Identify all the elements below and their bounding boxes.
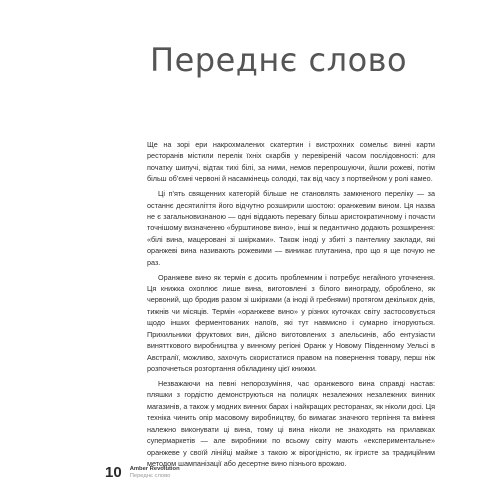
page-footer — [105, 461, 180, 485]
running-head-book-title: Amber Revolution — [129, 466, 180, 472]
paragraph-1: Ще на зорі ери накрохмалених скатертин і вистрохних сомельє винні карти ресторанів містили перелік їхніх скарбів у перевіреній часом послідовності: для початку шипучі, відтак тихі білі, за ними, немов перепрошуючи, йшли рожеві, потім більш об’ємні червоні й насамкінець солодкі, так від часу з портвейном у ролі камео. — [147, 140, 435, 184]
paragraph-3: Оранжеве вино як термін є досить проблемним і потребує негайного уточнення. Ця книжка охоплює лише вина, виготовлені з білого винограду, оброблено, як червоний, що бродив разом зі шкірками (а іноді й гребнями) протягом декількох днів, тижнів чи місяців. Термін «оранжеве вино» у різних куточках світу застосовується щодо інших ферментованих напоїв, які тут навмисно і сумарно ігноруються. Прихильники фруктових вин, дійсно виготовлених з апельсинів, або ентузіасти винятткового виробництва у винному регіоні Оранж у Новому Південному Уельсі в Австралії, можливо, захочуть скористатися правом на повернення товару, перш ніж розпочнеться розгортання обкладинку цієї книжки. — [147, 272, 435, 374]
paragraph-4: Незважаючи на певні непорозуміння, час оранжевого вина справді настав: пляшки з гордістю демонструються на полицях незалежних незалежних винних магазинів, а також у модних винних барах і найкращих ресторанах, як ніколи досі. Ця техніка чинить опір масовому виробництву, бо вимагає значного терпіння та вміння належно виконувати ці вина, тому ці вина ніколи не знаходять на прилавках супермаркетів — але виробники по всьому світу мають «експериментальне» оранжеве у своїй лінійці майже з такою ж вірогідністю, як ігристе за традиційним методом шампанізації або десертне вино пізнього врожаю. — [147, 378, 435, 469]
chapter-title: Переднє слово — [150, 41, 408, 79]
body-text — [147, 139, 435, 473]
running-head — [130, 466, 180, 480]
running-head-section-title: Переднє слово — [129, 473, 171, 479]
page-number: 10 — [105, 464, 122, 481]
paragraph-2: Ці п’ять священних категорій більше не становлять замкненого переліку — за останнє десятиліття його відчутно розширили шостою: оранжевим вином. Ця назва не є загальновизнаною — одні віддають перевагу більш аристократичному і почасти точнішому визначенню «бурштинове вино», інші ж педантично додають розширення: «білі вина, мацеровані зі шкірками». Також іноді у збиті з пантелику заклади, які оранжеві вина називають рожевими — виникає плутанина, про що я ще почую не раз. — [147, 189, 435, 267]
